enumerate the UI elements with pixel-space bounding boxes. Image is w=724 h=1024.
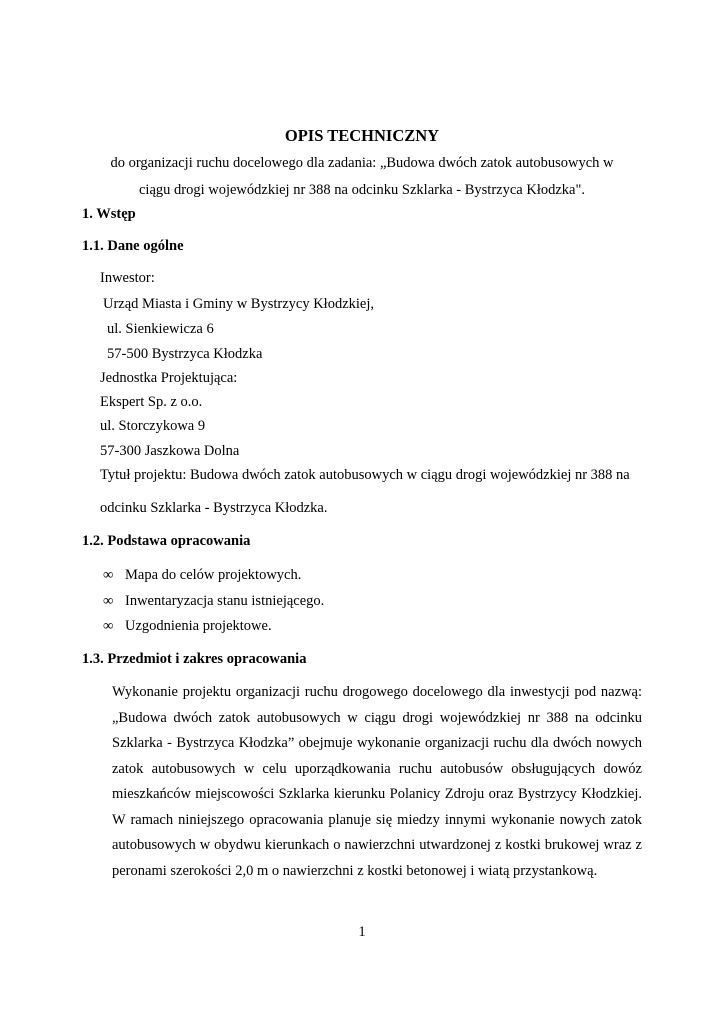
list-item (103, 567, 301, 584)
page-number: 1 (358, 924, 366, 940)
subtitle-line-2: ciągu drogi wojewódzkiej nr 388 na odcinku Szklarka - Bystrzyca Kłodzka". (138, 182, 586, 198)
investor-label: Inwestor: (100, 270, 155, 286)
list-item-text: Uzgodnienia projektowe. (125, 618, 272, 634)
document-title: OPIS TECHNICZNY (284, 126, 440, 145)
subtitle-line-1: do organizacji ruchu docelowego dla zadania: „Budowa dwóch zatok autobusowych w (110, 155, 614, 171)
heading-general-data: 1.1. Dane ogólne (82, 238, 184, 254)
project-title-line-1: Tytuł projektu: Budowa dwóch zatok autobusowych w ciągu drogi wojewódzkiej nr 388 na (100, 467, 630, 483)
list-item (103, 618, 272, 635)
designer-label: Jednostka Projektująca: (100, 370, 238, 386)
investor-street: ul. Sienkiewicza 6 (107, 321, 214, 337)
list-item-text: Inwentaryzacja stanu istniejącego. (125, 593, 325, 609)
heading-introduction: 1. Wstęp (82, 206, 136, 222)
bullet-symbol: ∞ (103, 618, 114, 634)
list-item (103, 593, 324, 610)
list-item-text: Mapa do celów projektowych. (125, 567, 302, 583)
heading-scope: 1.3. Przedmiot i zakres opracowania (82, 651, 307, 667)
designer-city: 57-300 Jaszkowa Dolna (100, 443, 240, 459)
scope-paragraph: Wykonanie projektu organizacji ruchu drogowego docelowego dla inwestycji pod nazwą: „Budowa dwóch zatok autobusowych w ciągu drogi wojewódzkiej nr 388 na odcinku Szklarka - Bystrzyca Kłodzka” obejmuje wykonanie organizacji ruchu dla dwóch nowych zatok autobusowych w celu uporządkowania ruchu autobusów obsługujących dowóz mieszkańców miejscowości Szklarka kierunku Polanicy Zdroju oraz Bystrzycy Kłodzkiej. W ramach niniejszego opracowania planuje się miedzy innymi wykonanie nowych zatok autobusowych w obydwu kierunkach o nawierzchni utwardzonej z kostki brukowej wraz z peronami szerokości 2,0 m o nawierzchni z kostki betonowej i wiatą przystankową. (112, 684, 642, 879)
heading-basis: 1.2. Podstawa opracowania (82, 533, 251, 549)
designer-street: ul. Storczykowa 9 (100, 418, 206, 434)
bullet-symbol: ∞ (103, 593, 114, 609)
investor-name: Urząd Miasta i Gminy w Bystrzycy Kłodzkiej, (103, 296, 375, 312)
designer-name: Ekspert Sp. z o.o. (100, 394, 203, 410)
investor-city: 57-500 Bystrzyca Kłodzka (107, 346, 263, 362)
project-title-line-2: odcinku Szklarka - Bystrzyca Kłodzka. (100, 500, 328, 516)
bullet-symbol: ∞ (103, 567, 114, 583)
